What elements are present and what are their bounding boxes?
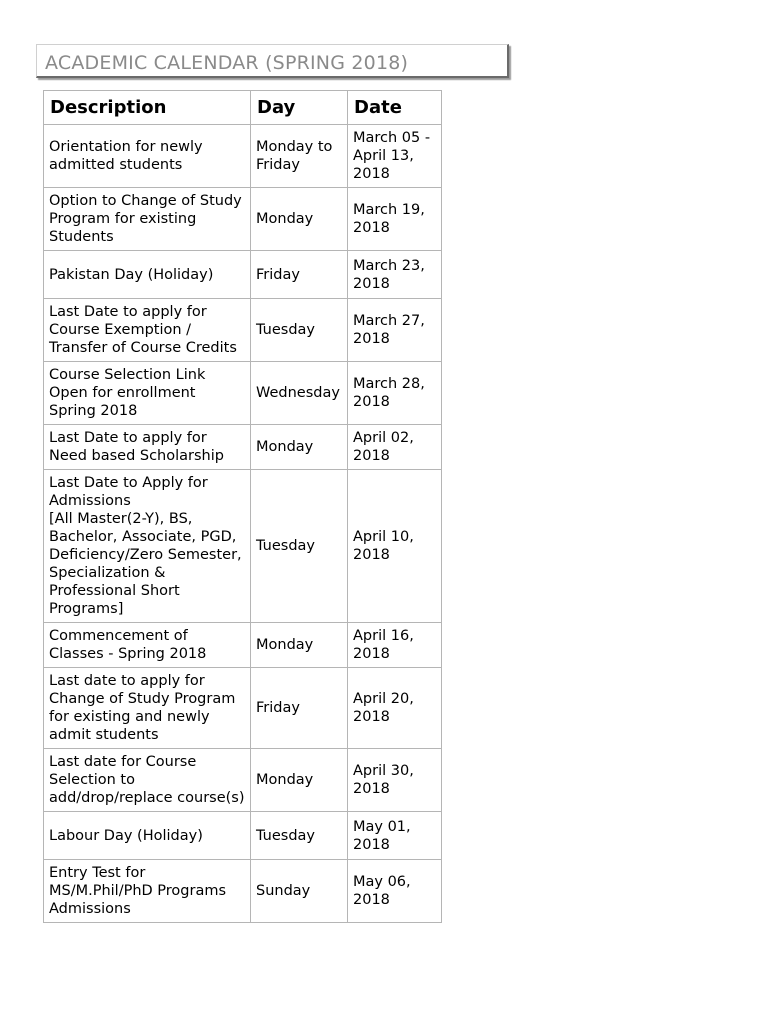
row-date: March 23, 2018 xyxy=(348,251,442,299)
table-row xyxy=(44,125,442,188)
table-row xyxy=(44,362,442,425)
row-description: Last Date to apply for Need based Scholarship xyxy=(44,425,251,470)
row-day: Monday xyxy=(251,749,348,812)
row-date: March 19, 2018 xyxy=(348,188,442,251)
row-description: Course Selection Link Open for enrollment Spring 2018 xyxy=(44,362,251,425)
row-description: Option to Change of Study Program for existing Students xyxy=(44,188,251,251)
column-header-description: Description xyxy=(44,91,251,125)
row-date: April 16, 2018 xyxy=(348,623,442,668)
page-bottom-edge xyxy=(0,988,768,1024)
row-day: Tuesday xyxy=(251,812,348,860)
table-row xyxy=(44,812,442,860)
page-title: ACADEMIC CALENDAR (SPRING 2018) xyxy=(45,52,409,74)
academic-calendar-table xyxy=(43,90,442,923)
row-day: Tuesday xyxy=(251,470,348,623)
table-row xyxy=(44,470,442,623)
row-date: April 10, 2018 xyxy=(348,470,442,623)
row-day: Sunday xyxy=(251,860,348,923)
row-day: Friday xyxy=(251,251,348,299)
calendar-title-box xyxy=(36,44,509,78)
row-day: Friday xyxy=(251,668,348,749)
row-date: March 28, 2018 xyxy=(348,362,442,425)
row-description: Pakistan Day (Holiday) xyxy=(44,251,251,299)
row-day: Monday xyxy=(251,425,348,470)
row-description: Last Date to Apply for Admissions [All Master(2-Y), BS, Bachelor, Associate, PGD, Deficiency/Zero Semester, Specialization & Professional Short Programs] xyxy=(44,470,251,623)
table-header-row xyxy=(44,91,442,125)
row-description: Last Date to apply for Course Exemption / Transfer of Course Credits xyxy=(44,299,251,362)
row-day: Monday xyxy=(251,188,348,251)
row-date: March 27, 2018 xyxy=(348,299,442,362)
row-day: Monday xyxy=(251,623,348,668)
row-day: Wednesday xyxy=(251,362,348,425)
table-row xyxy=(44,749,442,812)
table-row xyxy=(44,299,442,362)
table-row xyxy=(44,623,442,668)
row-description: Last date to apply for Change of Study Program for existing and newly admit students xyxy=(44,668,251,749)
row-date: March 05 - April 13, 2018 xyxy=(348,125,442,188)
row-date: April 30, 2018 xyxy=(348,749,442,812)
row-description: Orientation for newly admitted students xyxy=(44,125,251,188)
row-date: May 06, 2018 xyxy=(348,860,442,923)
row-date: April 20, 2018 xyxy=(348,668,442,749)
row-date: May 01, 2018 xyxy=(348,812,442,860)
table-row xyxy=(44,188,442,251)
column-header-day: Day xyxy=(251,91,348,125)
table-row xyxy=(44,860,442,923)
row-day: Tuesday xyxy=(251,299,348,362)
table-row xyxy=(44,668,442,749)
column-header-date: Date xyxy=(348,91,442,125)
row-description: Entry Test for MS/M.Phil/PhD Programs Admissions xyxy=(44,860,251,923)
table-row xyxy=(44,251,442,299)
row-description: Labour Day (Holiday) xyxy=(44,812,251,860)
row-description: Commencement of Classes - Spring 2018 xyxy=(44,623,251,668)
table-row xyxy=(44,425,442,470)
row-description: Last date for Course Selection to add/drop/replace course(s) xyxy=(44,749,251,812)
row-day: Monday to Friday xyxy=(251,125,348,188)
row-date: April 02, 2018 xyxy=(348,425,442,470)
